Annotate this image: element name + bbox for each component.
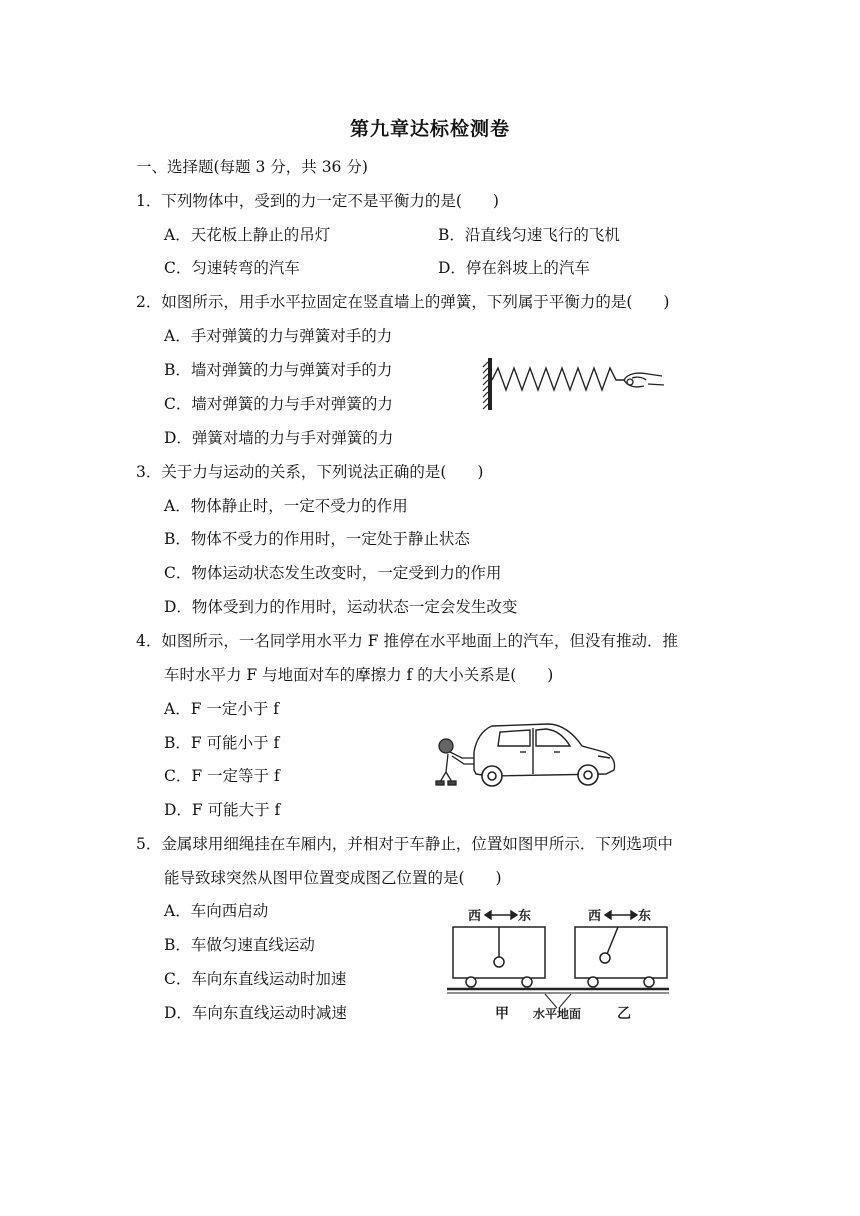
question-3-option-d: D．物体受到力的作用时，运动状态一定会发生改变 bbox=[164, 598, 518, 616]
question-2-option-b: B．墙对弹簧的力与弹簧对手的力 bbox=[164, 361, 393, 379]
direction-arrows bbox=[485, 911, 637, 919]
question-1-option-b: B．沿直线匀速飞行的飞机 bbox=[438, 226, 620, 244]
label-jia: 甲 bbox=[495, 1006, 509, 1022]
question-5-stem-line-1: 5．金属球用细绳挂在车厢内，并相对于车静止，位置如图甲所示．下列选项中 bbox=[136, 835, 673, 853]
question-5-option-b: B．车做匀速直线运动 bbox=[164, 936, 315, 954]
train-cart-figure bbox=[445, 900, 670, 1026]
section-heading: 一、选择题(每题 3 分，共 36 分) bbox=[136, 158, 368, 176]
question-2-option-c: C．墙对弹簧的力与手对弹簧的力 bbox=[164, 395, 393, 413]
question-4-option-a: A．F 一定小于 f bbox=[164, 700, 280, 718]
question-3-option-c: C．物体运动状态发生改变时，一定受到力的作用 bbox=[164, 564, 502, 582]
question-4-option-c: C．F 一定等于 f bbox=[164, 767, 280, 785]
question-3-option-a: A．物体静止时，一定不受力的作用 bbox=[164, 497, 408, 515]
question-4-option-d: D．F 可能大于 f bbox=[164, 801, 281, 819]
spring-graphic bbox=[492, 368, 624, 390]
west-label-yi: 西 bbox=[588, 909, 602, 924]
question-5-stem-line-2: 能导致球突然从图甲位置变成图乙位置的是( ) bbox=[164, 869, 502, 887]
question-2-stem: 2．如图所示，用手水平拉固定在竖直墙上的弹簧，下列属于平衡力的是( ) bbox=[136, 293, 670, 311]
question-3-stem: 3．关于力与运动的关系，下列说法正确的是( ) bbox=[136, 463, 484, 481]
ground-graphic bbox=[447, 989, 669, 1008]
west-label-jia: 西 bbox=[468, 909, 482, 924]
question-4-option-b: B．F 可能小于 f bbox=[164, 734, 280, 752]
east-label-jia: 东 bbox=[518, 909, 532, 924]
label-ground: 水平地面 bbox=[533, 1007, 582, 1021]
hand-graphic bbox=[624, 373, 664, 387]
east-label-yi: 东 bbox=[638, 909, 652, 924]
question-2-option-a: A．手对弹簧的力与弹簧对手的力 bbox=[164, 327, 393, 345]
question-5-option-c: C．车向东直线运动时加速 bbox=[164, 970, 347, 988]
question-4-stem-line-2: 车时水平力 F 与地面对车的摩擦力 f 的大小关系是( ) bbox=[164, 666, 554, 684]
car-push-figure bbox=[430, 718, 620, 790]
question-1-stem: 1．下列物体中，受到的力一定不是平衡力的是( ) bbox=[136, 192, 499, 210]
question-5-option-d: D．车向东直线运动时减速 bbox=[164, 1004, 347, 1022]
question-5-option-a: A．车向西启动 bbox=[164, 902, 269, 920]
cart-yi-graphic bbox=[575, 927, 667, 987]
question-1-option-c: C．匀速转弯的汽车 bbox=[164, 259, 300, 277]
wall-graphic bbox=[483, 358, 492, 410]
person-graphic bbox=[436, 739, 474, 785]
question-2-option-d: D．弹簧对墙的力与手对弹簧的力 bbox=[164, 429, 394, 447]
spring-wall-figure bbox=[482, 354, 672, 414]
question-1-option-a: A．天花板上静止的吊灯 bbox=[164, 226, 331, 244]
question-1-option-d: D．停在斜坡上的汽车 bbox=[438, 259, 590, 277]
label-yi: 乙 bbox=[617, 1006, 631, 1022]
cart-jia-graphic bbox=[453, 927, 545, 987]
page-title: 第九章达标检测卷 bbox=[349, 118, 510, 140]
question-3-option-b: B．物体不受力的作用时，一定处于静止状态 bbox=[164, 530, 470, 548]
question-4-stem-line-1: 4．如图所示，一名同学用水平力 F 推停在水平地面上的汽车，但没有推动．推 bbox=[136, 632, 678, 650]
